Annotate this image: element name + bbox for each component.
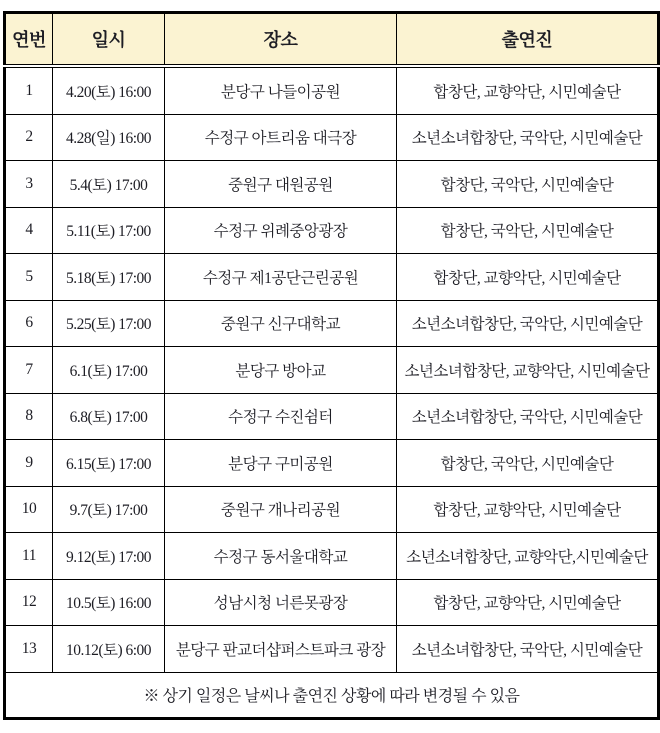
table-row xyxy=(5,347,659,394)
cell-performers: 합창단, 교향악단, 시민예술단 xyxy=(397,486,659,533)
table-row xyxy=(5,486,659,533)
cell-number: 7 xyxy=(5,347,53,394)
cell-datetime: 10.5(토) 16:00 xyxy=(53,579,165,626)
cell-place: 중원구 개나리공원 xyxy=(165,486,397,533)
table-row xyxy=(5,114,659,161)
cell-number: 6 xyxy=(5,300,53,347)
cell-place: 분당구 나들이공원 xyxy=(165,66,397,114)
cell-datetime: 5.11(토) 17:00 xyxy=(53,207,165,254)
cell-number: 5 xyxy=(5,254,53,301)
cell-performers: 합창단, 교향악단, 시민예술단 xyxy=(397,66,659,114)
cell-datetime: 6.1(토) 17:00 xyxy=(53,347,165,394)
cell-number: 8 xyxy=(5,393,53,440)
table-footer xyxy=(5,672,659,718)
cell-place: 분당구 구미공원 xyxy=(165,440,397,487)
col-header-number: 연번 xyxy=(5,13,53,67)
table-row xyxy=(5,579,659,626)
table-row xyxy=(5,207,659,254)
cell-place: 수정구 동서울대학교 xyxy=(165,533,397,580)
cell-performers: 소년소녀합창단, 국악단, 시민예술단 xyxy=(397,300,659,347)
cell-datetime: 9.12(토) 17:00 xyxy=(53,533,165,580)
cell-datetime: 6.15(토) 17:00 xyxy=(53,440,165,487)
cell-datetime: 4.20(토) 16:00 xyxy=(53,66,165,114)
cell-performers: 합창단, 국악단, 시민예술단 xyxy=(397,440,659,487)
table-header-row xyxy=(5,13,659,67)
cell-performers: 합창단, 교향악단, 시민예술단 xyxy=(397,254,659,301)
table-row xyxy=(5,161,659,208)
col-header-datetime: 일시 xyxy=(53,13,165,67)
cell-place: 수정구 위례중앙광장 xyxy=(165,207,397,254)
cell-number: 13 xyxy=(5,626,53,673)
cell-number: 4 xyxy=(5,207,53,254)
cell-place: 중원구 신구대학교 xyxy=(165,300,397,347)
cell-performers: 합창단, 국악단, 시민예술단 xyxy=(397,207,659,254)
cell-place: 중원구 대원공원 xyxy=(165,161,397,208)
cell-performers: 소년소녀합창단, 교향악단, 시민예술단 xyxy=(397,347,659,394)
cell-place: 수정구 수진쉼터 xyxy=(165,393,397,440)
cell-place: 수정구 제1공단근린공원 xyxy=(165,254,397,301)
cell-datetime: 5.25(토) 17:00 xyxy=(53,300,165,347)
cell-place: 성남시청 너른못광장 xyxy=(165,579,397,626)
col-header-place: 장소 xyxy=(165,13,397,67)
cell-place: 분당구 방아교 xyxy=(165,347,397,394)
cell-number: 9 xyxy=(5,440,53,487)
cell-performers: 소년소녀합창단, 교향악단,시민예술단 xyxy=(397,533,659,580)
col-header-performers: 출연진 xyxy=(397,13,659,67)
cell-datetime: 10.12(토) 6:00 xyxy=(53,626,165,673)
cell-performers: 소년소녀합창단, 국악단, 시민예술단 xyxy=(397,393,659,440)
cell-number: 3 xyxy=(5,161,53,208)
cell-datetime: 4.28(일) 16:00 xyxy=(53,114,165,161)
table-row xyxy=(5,440,659,487)
cell-number: 12 xyxy=(5,579,53,626)
cell-performers: 소년소녀합창단, 국악단, 시민예술단 xyxy=(397,114,659,161)
table-body xyxy=(5,66,659,672)
cell-datetime: 5.4(토) 17:00 xyxy=(53,161,165,208)
cell-datetime: 6.8(토) 17:00 xyxy=(53,393,165,440)
table-row xyxy=(5,66,659,114)
cell-datetime: 5.18(토) 17:00 xyxy=(53,254,165,301)
table-row xyxy=(5,300,659,347)
cell-performers: 소년소녀합창단, 국악단, 시민예술단 xyxy=(397,626,659,673)
table-row xyxy=(5,393,659,440)
table-row xyxy=(5,626,659,673)
cell-datetime: 9.7(토) 17:00 xyxy=(53,486,165,533)
cell-number: 1 xyxy=(5,66,53,114)
cell-number: 10 xyxy=(5,486,53,533)
schedule-change-footnote: ※ 상기 일정은 날씨나 출연진 상황에 따라 변경될 수 있음 xyxy=(5,672,659,718)
table-row xyxy=(5,254,659,301)
table-row xyxy=(5,533,659,580)
cell-number: 2 xyxy=(5,114,53,161)
cell-number: 11 xyxy=(5,533,53,580)
cell-place: 분당구 판교더샵퍼스트파크 광장 xyxy=(165,626,397,673)
performance-schedule-table xyxy=(3,11,660,720)
cell-performers: 합창단, 교향악단, 시민예술단 xyxy=(397,579,659,626)
cell-performers: 합창단, 국악단, 시민예술단 xyxy=(397,161,659,208)
cell-place: 수정구 아트리움 대극장 xyxy=(165,114,397,161)
